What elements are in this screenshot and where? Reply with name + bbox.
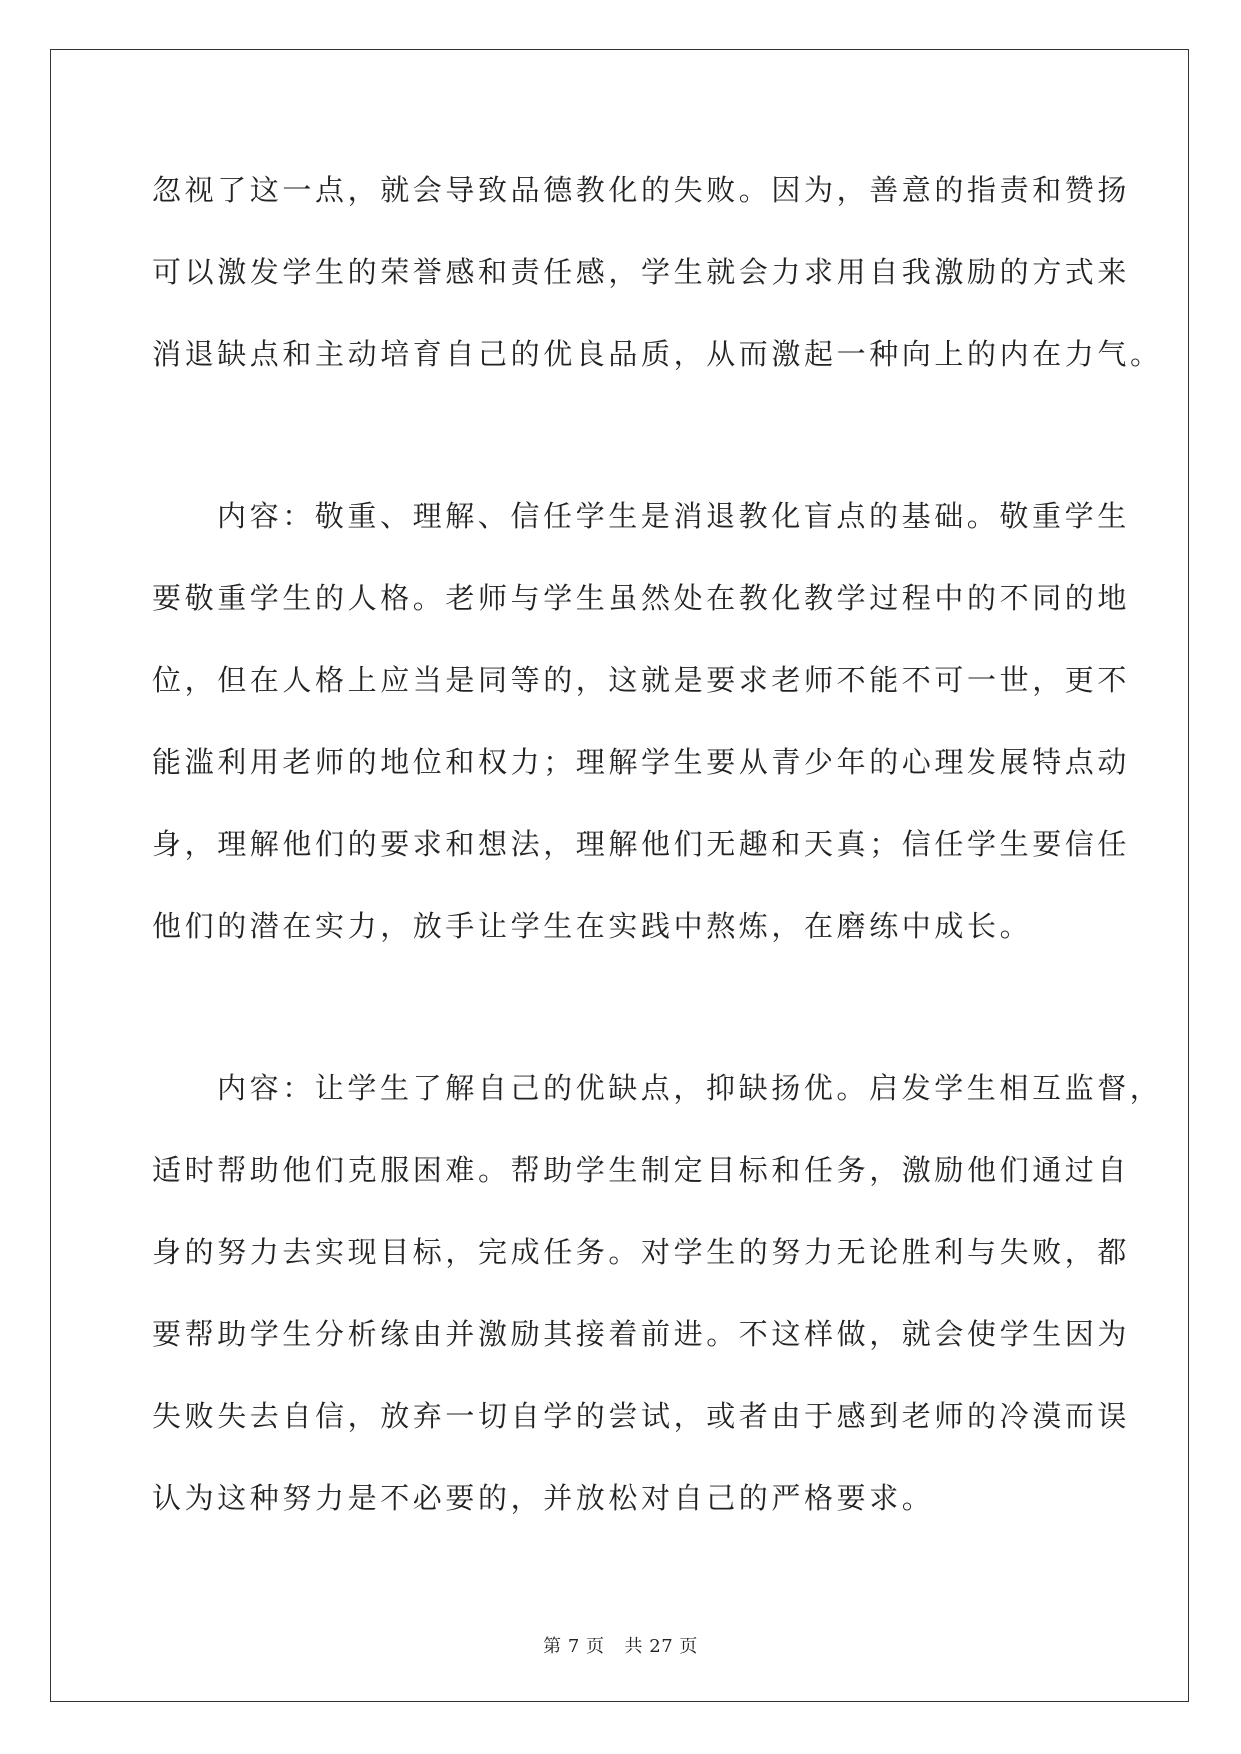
text-line: 要帮助学生分析缘由并激励其接着前进。不这样做，就会使学生因为 bbox=[152, 1317, 1131, 1351]
text-line: 身，理解他们的要求和想法，理解他们无趣和天真；信任学生要信任 bbox=[152, 827, 1131, 861]
paragraph bbox=[152, 1053, 1163, 1545]
text-line: 能滥利用老师的地位和权力；理解学生要从青少年的心理发展特点动 bbox=[152, 745, 1131, 779]
page-number: 第 7 页 bbox=[543, 1636, 605, 1657]
text-line: 他们的潜在实力，放手让学生在实践中熬炼，在磨练中成长。 bbox=[152, 909, 1033, 943]
text-line: 适时帮助他们克服困难。帮助学生制定目标和任务，激励他们通过自 bbox=[152, 1153, 1131, 1187]
text-line: 位，但在人格上应当是同等的，这就是要求老师不能不可一世，更不 bbox=[152, 663, 1131, 697]
text-line: 内容：让学生了解自己的优缺点，抑缺扬优。启发学生相互监督， bbox=[217, 1071, 1163, 1105]
text-line: 身的努力去实现目标，完成任务。对学生的努力无论胜利与失败，都 bbox=[152, 1235, 1131, 1269]
text-line: 要敬重学生的人格。老师与学生虽然处在教化教学过程中的不同的地 bbox=[152, 581, 1131, 615]
text-line: 可以激发学生的荣誉感和责任感，学生就会力求用自我激励的方式来 bbox=[152, 255, 1131, 289]
text-line: 认为这种努力是不必要的，并放松对自己的严格要求。 bbox=[152, 1481, 935, 1515]
text-line: 内容：敬重、理解、信任学生是消退教化盲点的基础。敬重学生 bbox=[217, 499, 1130, 533]
page-total: 共 27 页 bbox=[624, 1636, 698, 1657]
paragraph-gap bbox=[152, 401, 1092, 481]
document-body bbox=[152, 155, 1163, 1545]
paragraph bbox=[152, 481, 1131, 973]
text-line: 消退缺点和主动培育自己的优良品质，从而激起一种向上的内在力气。 bbox=[152, 337, 1163, 371]
paragraph bbox=[152, 155, 1163, 401]
text-line: 忽视了这一点，就会导致品德教化的失败。因为，善意的指责和赞扬 bbox=[152, 173, 1131, 207]
paragraph-gap bbox=[152, 973, 1092, 1053]
text-line: 失败失去自信，放弃一切自学的尝试，或者由于感到老师的冷漠而误 bbox=[152, 1399, 1131, 1433]
page-footer bbox=[0, 1632, 1241, 1658]
